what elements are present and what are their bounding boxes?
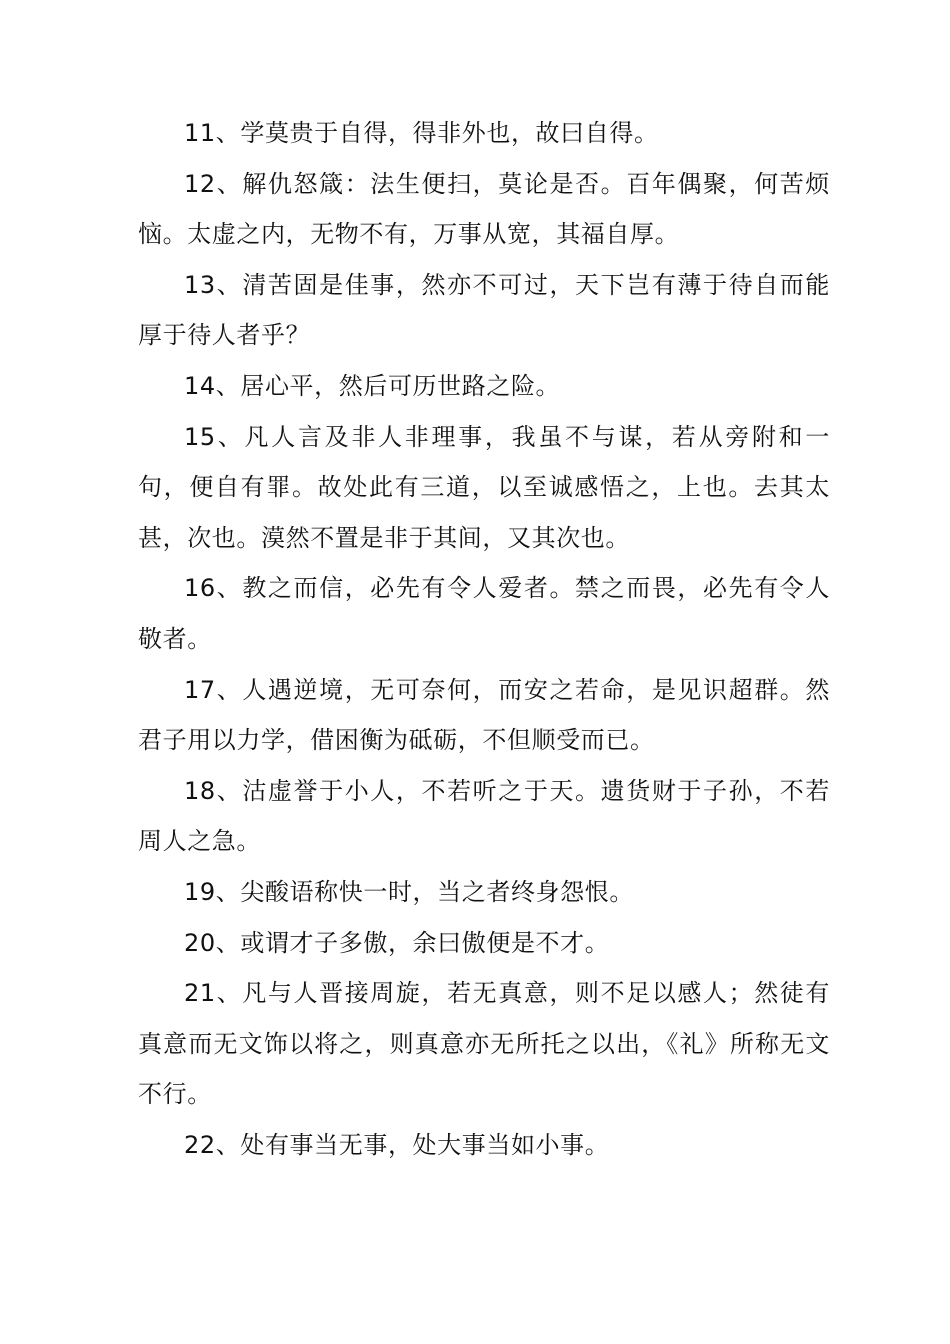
paragraph-11: 11、学莫贵于自得，得非外也，故曰自得。 <box>184 119 659 147</box>
paragraph-16: 16、教之而信，必先有令人爱者。禁之而畏，必先有令人敬者。 <box>138 574 830 653</box>
paragraph-22: 22、处有事当无事，处大事当如小事。 <box>184 1130 610 1159</box>
paragraph-21: 21、凡与人晋接周旋，若无真意，则不足以感人；然徒有真意而无文饰以将之，则真意亦无所托之以出，《礼》所称无文不行。 <box>138 979 830 1109</box>
paragraph-17: 17、人遇逆境，无可奈何，而安之若命，是见识超群。然君子用以力学，借困衡为砥砺，不但顺受而已。 <box>138 675 830 755</box>
paragraph-15: 15、凡人言及非人非理事，我虽不与谋，若从旁附和一句，便自有罪。故处此有三道，以至诚感悟之，上也。去其太甚，次也。漠然不置是非于其间，又其次也。 <box>138 422 830 552</box>
paragraph-18: 18、沽虚誉于小人，不若听之于天。遗货财于子孙，不若周人之急。 <box>138 776 830 856</box>
paragraph-12: 12、解仇怒箴：法生便扫，莫论是否。百年偶聚，何苦烦恼。太虚之内，无物不有，万事从宽，其福自厚。 <box>138 169 830 249</box>
paragraph-20: 20、或谓才子多傲，余曰傲便是不才。 <box>184 928 610 957</box>
document-body <box>138 108 830 1170</box>
paragraph-19: 19、尖酸语称快一时，当之者终身怨恨。 <box>184 877 634 906</box>
paragraph-13: 13、清苦固是佳事，然亦不可过，天下岂有薄于待自而能厚于待人者乎？ <box>138 270 830 350</box>
paragraph-14: 14、居心平，然后可历世路之险。 <box>184 371 561 400</box>
